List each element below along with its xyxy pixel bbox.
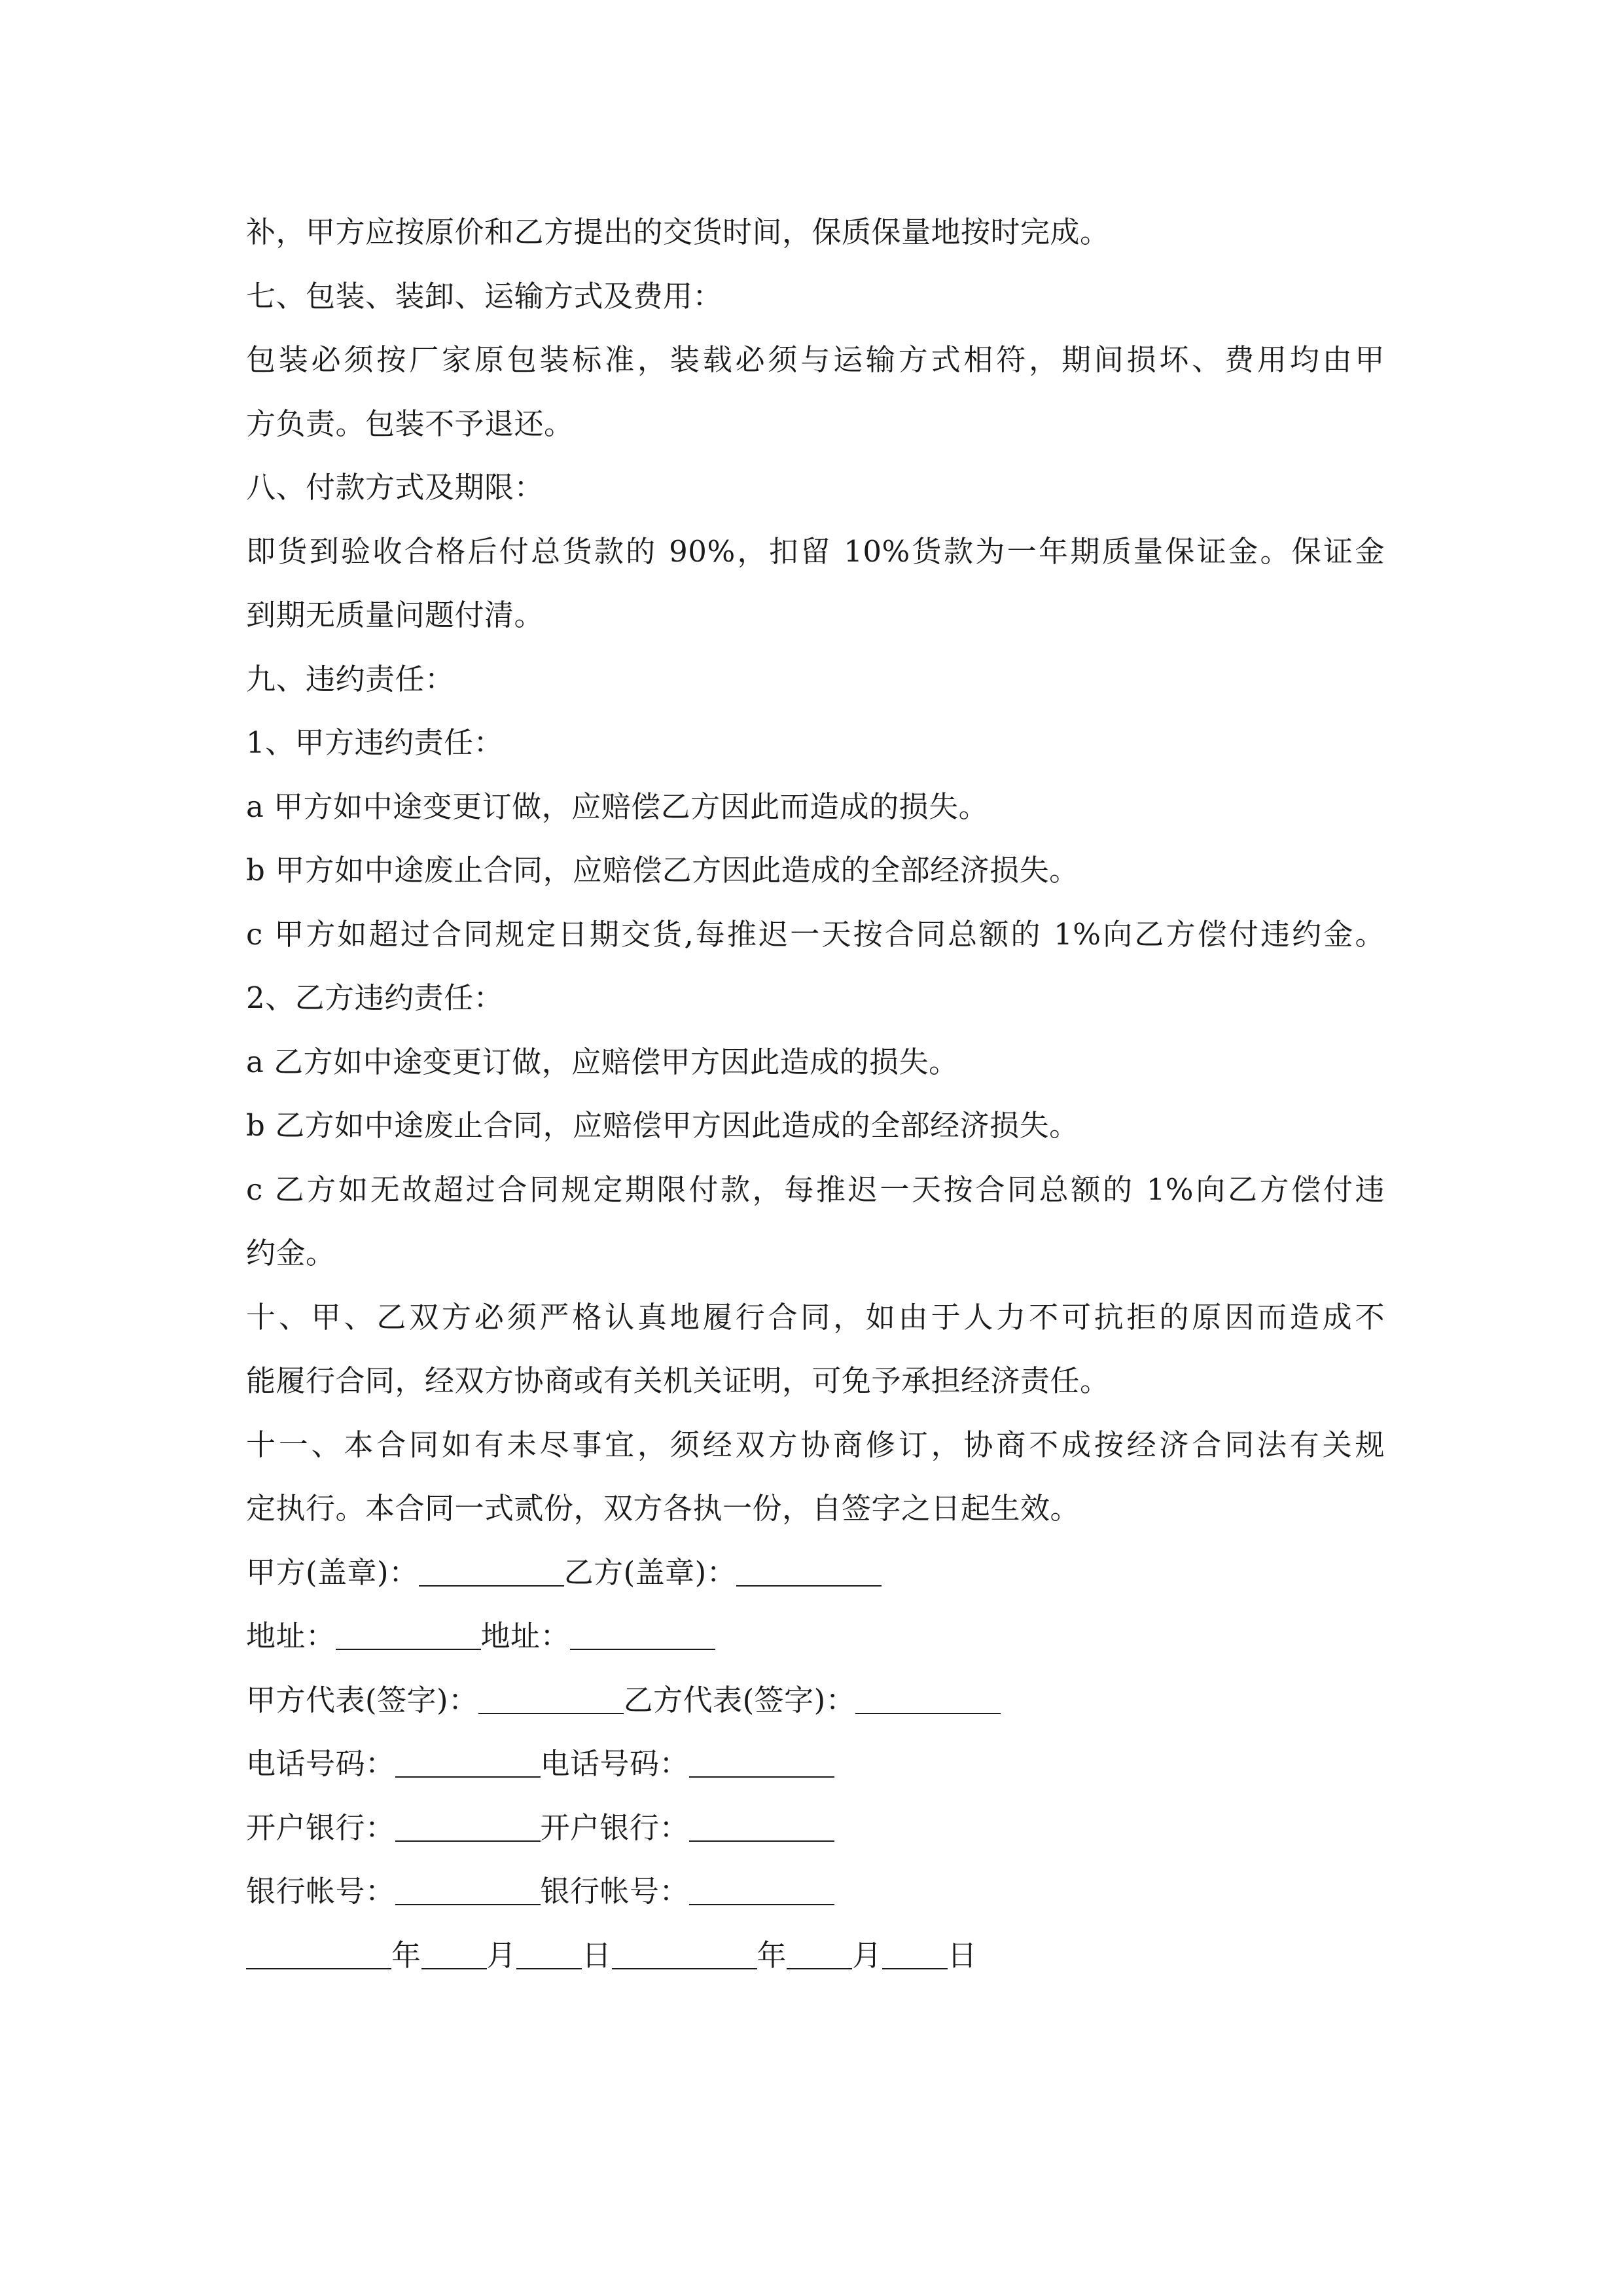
year-a-field[interactable]	[246, 1939, 391, 1969]
seal-row	[246, 1541, 1385, 1605]
clause-line: a 甲方如中途变更订做，应赔偿乙方因此而造成的损失。	[246, 789, 989, 824]
day-b-field[interactable]	[882, 1939, 948, 1969]
rep-b-label: 乙方代表(签字)：	[623, 1682, 856, 1717]
clause-line: 包装必须按厂家原包装标准，装载必须与运输方式相符，期间损坏、费用均由甲	[246, 342, 1385, 377]
bank-b-label: 开户银行：	[540, 1810, 690, 1845]
clause-line: 补，甲方应按原价和乙方提出的交货时间，保质保量地按时完成。	[246, 215, 1110, 249]
address-a-field[interactable]	[336, 1619, 481, 1650]
phone-row	[246, 1732, 1385, 1796]
date-row	[246, 1924, 1385, 1988]
rep-a-field[interactable]	[478, 1683, 624, 1714]
address-a-label: 地址：	[246, 1619, 336, 1653]
clause-line: 方负责。包装不予退还。	[246, 406, 574, 441]
party-b-seal-label: 乙方(盖章)：	[563, 1554, 737, 1590]
year-label: 年	[757, 1937, 787, 1973]
clause-line: a 乙方如中途变更订做，应赔偿甲方因此造成的损失。	[246, 1044, 959, 1079]
phone-b-field[interactable]	[689, 1747, 834, 1778]
clause-line: 十一、本合同如有未尽事宜，须经双方协商修订，协商不成按经济合同法有关规	[246, 1427, 1385, 1462]
account-b-field[interactable]	[689, 1874, 834, 1905]
clause-line: 能履行合同，经双方协商或有关机关证明，可免予承担经济责任。	[246, 1363, 1110, 1398]
party-a-seal-label: 甲方(盖章)：	[246, 1554, 419, 1590]
clause-line: 定执行。本合同一式贰份，双方各执一份，自签字之日起生效。	[246, 1491, 1080, 1526]
clause-line: b 乙方如中途废止合同，应赔偿甲方因此造成的全部经济损失。	[246, 1108, 1079, 1143]
bank-row	[246, 1796, 1385, 1860]
subsection-heading: 2、乙方违约责任：	[246, 980, 504, 1015]
day-label: 日	[947, 1937, 978, 1973]
clause-line: c 甲方如超过合同规定日期交货,每推迟一天按合同总额的 1%向乙方偿付违约金。	[246, 916, 1385, 952]
clause-line: 约金。	[246, 1236, 336, 1270]
clause-line: c 乙方如无故超过合同规定期限付款，每推迟一天按合同总额的 1%向乙方偿付违	[246, 1172, 1385, 1207]
clause-line: b 甲方如中途废止合同，应赔偿乙方因此造成的全部经济损失。	[246, 853, 1079, 888]
clause-line: 即货到验收合格后付总货款的 90%，扣留 10%货款为一年期质量保证金。保证金	[246, 533, 1385, 569]
rep-b-field[interactable]	[855, 1683, 1001, 1714]
month-label: 月	[852, 1937, 882, 1973]
day-label: 日	[582, 1937, 612, 1973]
account-a-field[interactable]	[395, 1874, 541, 1905]
contract-page	[246, 200, 1385, 1987]
phone-b-label: 电话号码：	[540, 1746, 690, 1781]
party-b-seal-field[interactable]	[736, 1556, 882, 1587]
representative-row	[246, 1668, 1385, 1732]
month-a-field[interactable]	[421, 1939, 487, 1969]
address-row	[246, 1604, 1385, 1668]
clause-line: 十、甲、乙双方必须严格认真地履行合同，如由于人力不可抗拒的原因而造成不	[246, 1299, 1385, 1335]
month-b-field[interactable]	[787, 1939, 852, 1969]
account-row	[246, 1859, 1385, 1924]
account-b-label: 银行帐号：	[540, 1874, 690, 1909]
section-heading: 八、付款方式及期限：	[246, 470, 544, 505]
bank-b-field[interactable]	[689, 1811, 834, 1842]
bank-a-label: 开户银行：	[246, 1810, 395, 1845]
year-label: 年	[391, 1937, 421, 1973]
section-heading: 七、包装、装卸、运输方式及费用：	[246, 278, 723, 314]
bank-a-field[interactable]	[395, 1811, 541, 1842]
section-heading: 九、违约责任：	[246, 661, 455, 696]
rep-a-label: 甲方代表(签字)：	[246, 1682, 478, 1717]
year-b-field[interactable]	[612, 1939, 757, 1969]
address-b-label: 地址：	[480, 1619, 571, 1653]
phone-a-field[interactable]	[395, 1747, 541, 1778]
account-a-label: 银行帐号：	[246, 1874, 395, 1909]
party-a-seal-field[interactable]	[419, 1556, 564, 1587]
day-a-field[interactable]	[516, 1939, 582, 1969]
phone-a-label: 电话号码：	[246, 1746, 395, 1781]
clause-line: 到期无质量问题付清。	[246, 598, 544, 632]
month-label: 月	[486, 1937, 517, 1973]
subsection-heading: 1、甲方违约责任：	[246, 725, 504, 760]
address-b-field[interactable]	[570, 1619, 715, 1650]
